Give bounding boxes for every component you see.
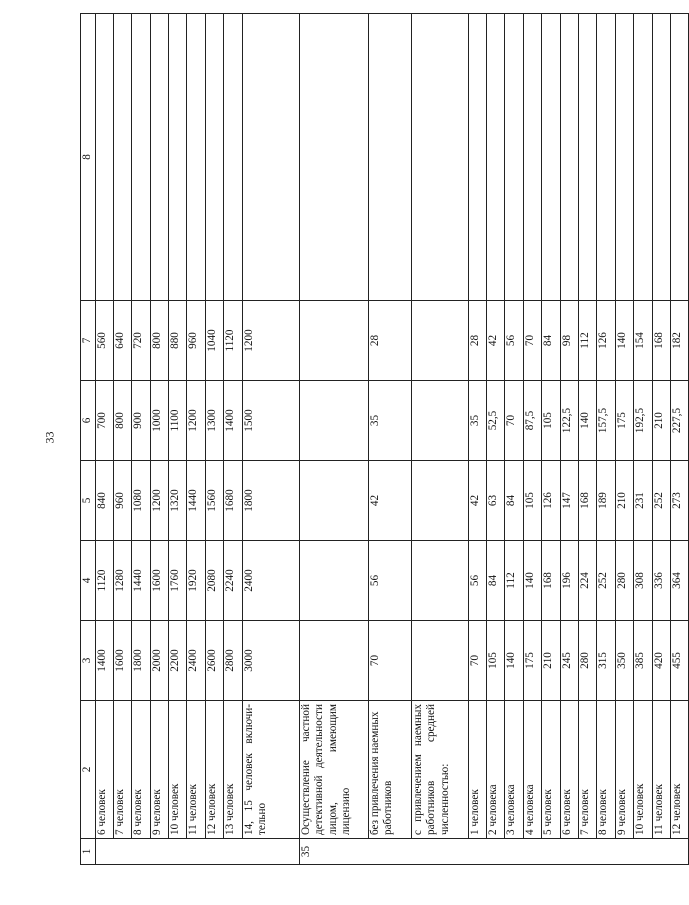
value-cell: 126: [542, 461, 560, 541]
value-cell: 1500: [242, 381, 299, 461]
value-cell: 455: [670, 621, 688, 701]
value-cell: 84: [487, 541, 505, 621]
row-label: 7 человек: [113, 701, 131, 839]
value-cell: 2200: [169, 621, 187, 701]
empty-cell: [411, 381, 468, 461]
value-cell: 210: [542, 621, 560, 701]
empty-cell: [95, 14, 113, 301]
value-cell: 56: [468, 541, 486, 621]
value-cell: 112: [505, 541, 523, 621]
table-row: [81, 14, 96, 865]
table-row: [411, 14, 468, 865]
value-cell: 1440: [187, 461, 205, 541]
row-label: без привлечения наемных работников: [368, 701, 411, 839]
row-label: 2 человека: [487, 701, 505, 839]
table-row: [242, 14, 299, 865]
value-cell: 1680: [224, 461, 242, 541]
empty-cell: [299, 461, 368, 541]
value-cell: 35: [468, 381, 486, 461]
value-cell: 2240: [224, 541, 242, 621]
row-label: 10 человек: [634, 701, 652, 839]
row-label: 3 человека: [505, 701, 523, 839]
tariff-table: [80, 13, 689, 865]
value-cell: 105: [542, 381, 560, 461]
empty-cell: [242, 14, 299, 301]
value-cell: 1300: [205, 381, 223, 461]
table-row: [299, 14, 368, 865]
column-header: 5: [81, 461, 96, 541]
value-cell: 2000: [150, 621, 168, 701]
value-cell: 112: [578, 301, 596, 381]
empty-cell: [411, 621, 468, 701]
value-cell: 1760: [169, 541, 187, 621]
empty-cell: [634, 14, 652, 301]
value-cell: 28: [468, 301, 486, 381]
value-cell: 157,5: [597, 381, 615, 461]
table-row: [560, 14, 578, 865]
row-label: 8 человек: [597, 701, 615, 839]
value-cell: 227,5: [670, 381, 688, 461]
value-cell: 1200: [187, 381, 205, 461]
empty-cell: [205, 14, 223, 301]
value-cell: 960: [113, 461, 131, 541]
value-cell: 1120: [224, 301, 242, 381]
value-cell: 98: [560, 301, 578, 381]
value-cell: 1440: [132, 541, 150, 621]
row-label: с привлечением наемных работников средней численностью:: [411, 701, 468, 839]
empty-cell: [468, 14, 486, 301]
row-label: 6 человек: [95, 701, 113, 839]
value-cell: 336: [652, 541, 670, 621]
value-cell: 140: [505, 621, 523, 701]
value-cell: 700: [95, 381, 113, 461]
value-cell: 2400: [242, 541, 299, 621]
empty-cell: [368, 14, 411, 301]
value-cell: 800: [113, 381, 131, 461]
empty-cell: [411, 14, 468, 301]
value-cell: 1200: [242, 301, 299, 381]
value-cell: 560: [95, 301, 113, 381]
value-cell: 147: [560, 461, 578, 541]
row-label: 10 человек: [169, 701, 187, 839]
value-cell: 1080: [132, 461, 150, 541]
column-header: 6: [81, 381, 96, 461]
value-cell: 1280: [113, 541, 131, 621]
value-cell: 210: [615, 461, 633, 541]
value-cell: 154: [634, 301, 652, 381]
value-cell: 168: [652, 301, 670, 381]
row-label: 4 человека: [523, 701, 541, 839]
value-cell: 192,5: [634, 381, 652, 461]
empty-cell: [652, 14, 670, 301]
empty-cell: [578, 14, 596, 301]
value-cell: 252: [652, 461, 670, 541]
value-cell: 87,5: [523, 381, 541, 461]
value-cell: 280: [578, 621, 596, 701]
table-row: [150, 14, 168, 865]
value-cell: 900: [132, 381, 150, 461]
table-row: [597, 14, 615, 865]
table-row: [368, 14, 411, 865]
table-row: [205, 14, 223, 865]
row-label: 9 человек: [615, 701, 633, 839]
value-cell: 196: [560, 541, 578, 621]
value-cell: 245: [560, 621, 578, 701]
value-cell: 1400: [224, 381, 242, 461]
empty-cell: [299, 621, 368, 701]
value-cell: 42: [468, 461, 486, 541]
empty-cell: [542, 14, 560, 301]
empty-cell: [411, 301, 468, 381]
empty-cell: [597, 14, 615, 301]
table-row: [670, 14, 688, 865]
table-row: [652, 14, 670, 865]
value-cell: 1600: [113, 621, 131, 701]
row-label: 13 человек: [224, 701, 242, 839]
value-cell: 1040: [205, 301, 223, 381]
table-row: [113, 14, 131, 865]
value-cell: 280: [615, 541, 633, 621]
column-header: 2: [81, 701, 96, 839]
value-cell: 2800: [224, 621, 242, 701]
value-cell: 1800: [242, 461, 299, 541]
value-cell: 960: [187, 301, 205, 381]
table-row: [224, 14, 242, 865]
value-cell: 56: [505, 301, 523, 381]
value-cell: 315: [597, 621, 615, 701]
empty-cell: [411, 541, 468, 621]
value-cell: 42: [368, 461, 411, 541]
value-cell: 1120: [95, 541, 113, 621]
value-cell: 840: [95, 461, 113, 541]
value-cell: 420: [652, 621, 670, 701]
table-row: [95, 14, 113, 865]
row-label: 5 человек: [542, 701, 560, 839]
table-row: [523, 14, 541, 865]
value-cell: 1400: [95, 621, 113, 701]
value-cell: 63: [487, 461, 505, 541]
table-row: [634, 14, 652, 865]
table-row: [487, 14, 505, 865]
value-cell: 70: [468, 621, 486, 701]
empty-cell: [299, 14, 368, 301]
value-cell: 1000: [150, 381, 168, 461]
empty-cell: [670, 14, 688, 301]
value-cell: 800: [150, 301, 168, 381]
empty-cell: [150, 14, 168, 301]
value-cell: 175: [615, 381, 633, 461]
value-cell: 350: [615, 621, 633, 701]
value-cell: 52,5: [487, 381, 505, 461]
value-cell: 42: [487, 301, 505, 381]
column-header: 8: [81, 14, 96, 301]
value-cell: 3000: [242, 621, 299, 701]
value-cell: 182: [670, 301, 688, 381]
value-cell: 84: [542, 301, 560, 381]
value-cell: 231: [634, 461, 652, 541]
value-cell: 2600: [205, 621, 223, 701]
row-label: 11 человек: [652, 701, 670, 839]
value-cell: 84: [505, 461, 523, 541]
value-cell: 385: [634, 621, 652, 701]
row-label: 7 человек: [578, 701, 596, 839]
column-header: 4: [81, 541, 96, 621]
table-row: [578, 14, 596, 865]
value-cell: 1100: [169, 381, 187, 461]
value-cell: 105: [523, 461, 541, 541]
row-label: 12 человек: [205, 701, 223, 839]
value-cell: 70: [505, 381, 523, 461]
value-cell: 105: [487, 621, 505, 701]
value-cell: 140: [523, 541, 541, 621]
empty-cell: [560, 14, 578, 301]
table-row: [187, 14, 205, 865]
value-cell: 308: [634, 541, 652, 621]
value-cell: 2080: [205, 541, 223, 621]
value-cell: 1320: [169, 461, 187, 541]
row-label: 6 человек: [560, 701, 578, 839]
value-cell: 175: [523, 621, 541, 701]
row-label: 1 человек: [468, 701, 486, 839]
empty-cell: [523, 14, 541, 301]
value-cell: 880: [169, 301, 187, 381]
value-cell: 140: [615, 301, 633, 381]
row-label: 9 человек: [150, 701, 168, 839]
table-row: [169, 14, 187, 865]
item-number: 35: [299, 839, 689, 865]
value-cell: 640: [113, 301, 131, 381]
value-cell: 140: [578, 381, 596, 461]
value-cell: 122,5: [560, 381, 578, 461]
empty-cell: [299, 541, 368, 621]
value-cell: 70: [523, 301, 541, 381]
value-cell: 720: [132, 301, 150, 381]
table-row: [615, 14, 633, 865]
value-cell: 35: [368, 381, 411, 461]
empty-cell: [113, 14, 131, 301]
page-number: 33: [42, 431, 57, 444]
empty-cell: [299, 301, 368, 381]
row-number-cell: [95, 839, 299, 865]
value-cell: 189: [597, 461, 615, 541]
empty-cell: [187, 14, 205, 301]
empty-cell: [505, 14, 523, 301]
value-cell: 273: [670, 461, 688, 541]
value-cell: 70: [368, 621, 411, 701]
row-label: 12 человек: [670, 701, 688, 839]
empty-cell: [487, 14, 505, 301]
value-cell: 168: [578, 461, 596, 541]
value-cell: 126: [597, 301, 615, 381]
value-cell: 28: [368, 301, 411, 381]
rotated-table-wrapper: [80, 34, 683, 865]
value-cell: 1600: [150, 541, 168, 621]
value-cell: 168: [542, 541, 560, 621]
table-row: [542, 14, 560, 865]
value-cell: 1560: [205, 461, 223, 541]
empty-cell: [299, 381, 368, 461]
empty-cell: [169, 14, 187, 301]
value-cell: 224: [578, 541, 596, 621]
value-cell: 1920: [187, 541, 205, 621]
value-cell: 1200: [150, 461, 168, 541]
value-cell: 1800: [132, 621, 150, 701]
empty-cell: [224, 14, 242, 301]
value-cell: 56: [368, 541, 411, 621]
value-cell: 252: [597, 541, 615, 621]
empty-cell: [411, 461, 468, 541]
value-cell: 2400: [187, 621, 205, 701]
column-header: 7: [81, 301, 96, 381]
empty-cell: [615, 14, 633, 301]
empty-cell: [132, 14, 150, 301]
value-cell: 210: [652, 381, 670, 461]
value-cell: 364: [670, 541, 688, 621]
table-row: [505, 14, 523, 865]
row-label: 14, 15 человек включи-тельно: [242, 701, 299, 839]
column-header: 1: [81, 839, 96, 865]
table-row: [468, 14, 486, 865]
column-header: 3: [81, 621, 96, 701]
row-label: 8 человек: [132, 701, 150, 839]
item-title: Осуществление частной детективной деятельности лицом, имеющим лицензию: [299, 701, 368, 839]
row-label: 11 человек: [187, 701, 205, 839]
table-row: [132, 14, 150, 865]
